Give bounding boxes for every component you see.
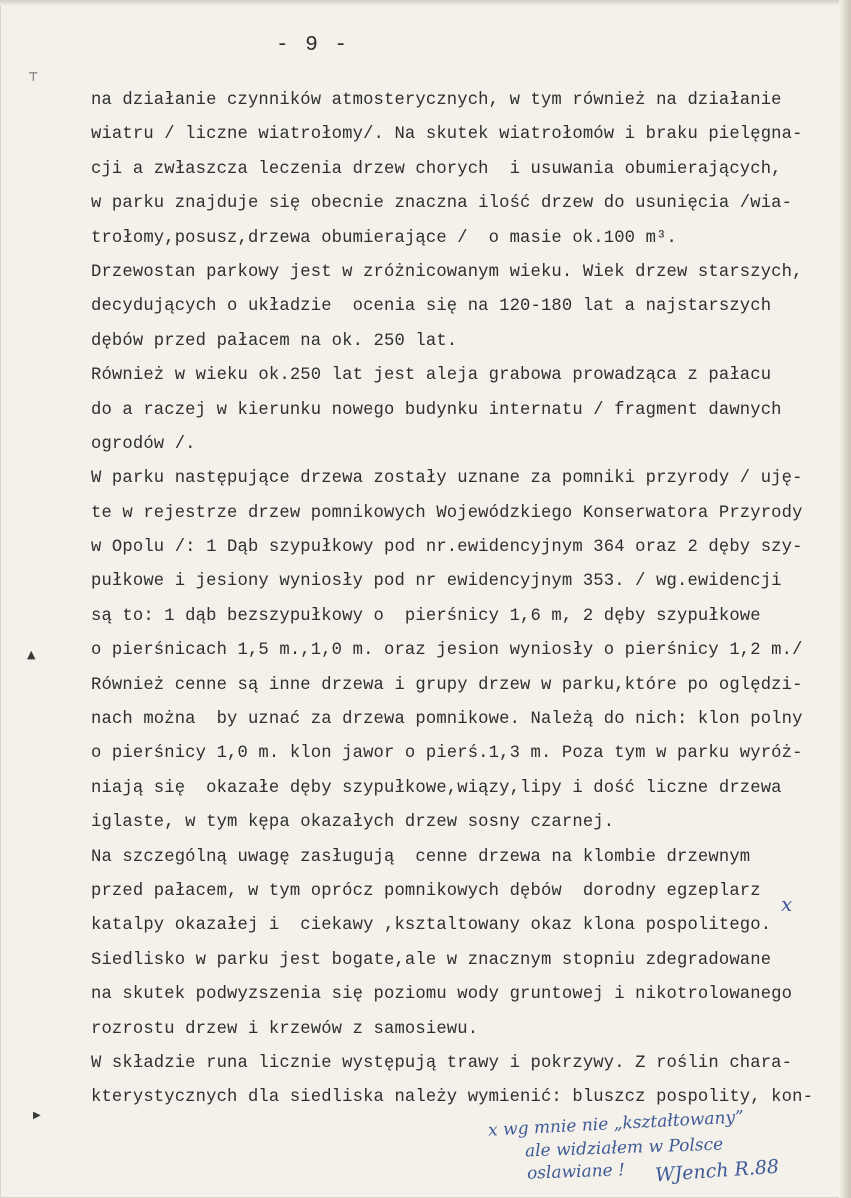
text-line: Również cenne są inne drzewa i grupy drzew w parku,które po oględzi- bbox=[91, 675, 803, 695]
text-line: o pierśnicach 1,5 m.,1,0 m. oraz jesion wyniosły o pierśnicy 1,2 m./ bbox=[91, 641, 803, 661]
text-line: katalpy okazałej i ciekawy ,ksztaltowany okaz klona pospolitego. bbox=[91, 916, 772, 936]
handwritten-note-line-2: ale widziałem w Polsce bbox=[524, 1134, 724, 1162]
text-line: te w rejestrze drzew pomnikowych Wojewódzkiego Konserwatora Przyrody bbox=[91, 503, 803, 523]
text-line: iglaste, w tym kępa okazałych drzew sosny czarnej. bbox=[91, 813, 615, 833]
text-line: na działanie czynników atmosterycznych, w tym również na działanie bbox=[91, 91, 782, 110]
handwritten-note-line-3: oslawiane ! bbox=[526, 1160, 626, 1184]
handwritten-note-line-1: x wg mnie nie „kształtowany” bbox=[487, 1107, 745, 1141]
text-line: Na szczególną uwagę zasługują cenne drzewa na klombie drzewnym bbox=[91, 847, 751, 867]
text-line: Również w wieku ok.250 lat jest aleja grabowa prowadząca z pałacu bbox=[91, 366, 772, 386]
text-line: w Opolu /: 1 Dąb szypułkowy pod nr.ewidencyjnym 364 oraz 2 dęby szy- bbox=[91, 538, 803, 558]
text-line: przed pałacem, w tym oprócz pomnikowych dębów dorodny egzeplarz bbox=[91, 881, 761, 901]
body-text bbox=[91, 84, 826, 1116]
text-line: są to: 1 dąb bezszypułkowy o pierśnicy 1,6 m, 2 dęby szypułkowe bbox=[91, 606, 761, 626]
text-line: dębów przed pałacem na ok. 250 lat. bbox=[91, 331, 458, 351]
page-top-edge bbox=[0, 0, 851, 6]
punch-mark-bottom: ▶ bbox=[33, 1110, 41, 1121]
text-line: w parku znajduje się obecnie znaczna ilość drzew do usunięcia /wia- bbox=[91, 194, 793, 214]
margin-x-mark: x bbox=[781, 892, 793, 916]
text-line: do a raczej w kierunku nowego budynku internatu / fragment dawnych bbox=[91, 400, 782, 420]
text-line: W składzie runa licznie występują trawy i pokrzywy. Z roślin chara- bbox=[91, 1053, 793, 1073]
page-number: - 9 - bbox=[276, 34, 350, 57]
text-line: wiatru / liczne wiatrołomy/. Na skutek wiatrołomów i braku pielęgna- bbox=[91, 125, 803, 145]
text-line: ogrodów /. bbox=[91, 434, 196, 454]
text-line: niają się okazałe dęby szypułkowe,wiązy,lipy i dość liczne drzewa bbox=[91, 778, 782, 798]
text-line: nach można by uznać za drzewa pomnikowe. Należą do nich: klon polny bbox=[91, 710, 803, 730]
text-line: W parku następujące drzewa zostały uznane za pomniki przyrody / uję- bbox=[91, 469, 803, 489]
text-line: o pierśnicy 1,0 m. klon jawor o pierś.1,3 m. Poza tym w parku wyróż- bbox=[91, 744, 803, 764]
text-line: cji a zwłaszcza leczenia drzew chorych i usuwania obumierających, bbox=[91, 159, 782, 179]
text-line: kterystycznych dla siedliska należy wymienić: bluszcz pospolity, kon- bbox=[91, 1088, 814, 1108]
text-line: decydujących o układzie ocenia się na 120-180 lat a najstarszych bbox=[91, 297, 772, 317]
page-right-edge bbox=[839, 0, 851, 1198]
text-line: pułkowe i jesiony wyniosły pod nr ewidencyjnym 353. / wg.ewidencji bbox=[91, 572, 782, 592]
text-line: Drzewostan parkowy jest w zróżnicowanym wieku. Wiek drzew starszych, bbox=[91, 262, 803, 282]
text-line: na skutek podwyzszenia się poziomu wody gruntowej i nikotrolowanego bbox=[91, 985, 793, 1005]
punch-mark-top: ⊤ bbox=[28, 70, 39, 84]
punch-mark-middle: ▲ bbox=[27, 648, 36, 661]
handwritten-signature: WJench R.88 bbox=[654, 1155, 780, 1187]
text-line: Siedlisko w parku jest bogate,ale w znacznym stopniu zdegradowane bbox=[91, 950, 772, 970]
text-line: rozrostu drzew i krzewów z samosiewu. bbox=[91, 1019, 479, 1039]
text-line: trołomy,posusz,drzewa obumierające / o masie ok.100 m³. bbox=[91, 228, 677, 248]
